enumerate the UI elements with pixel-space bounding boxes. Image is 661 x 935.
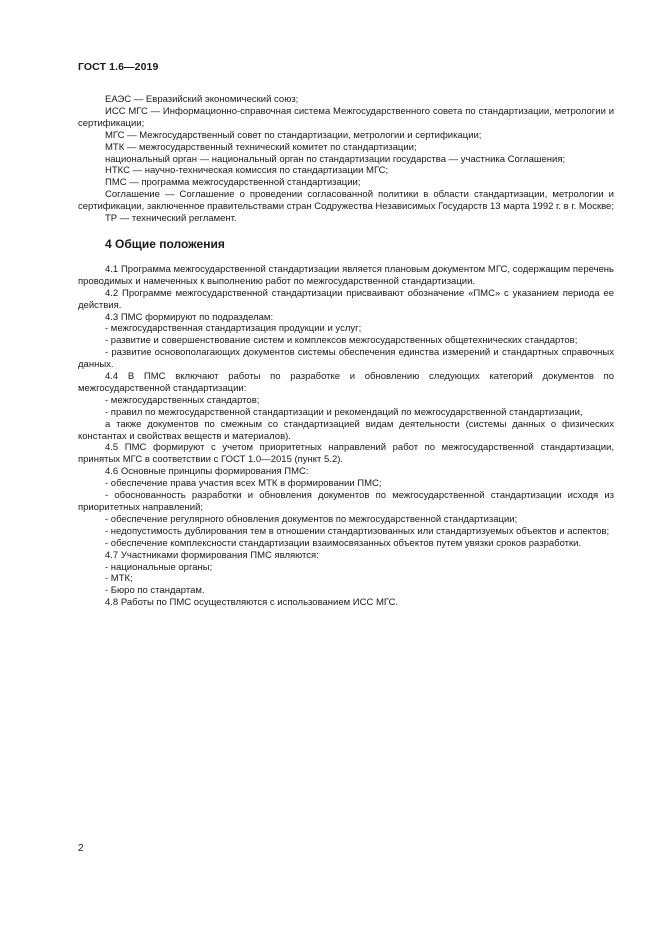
- list-item: - обеспечение права участия всех МТК в формировании ПМС;: [105, 478, 382, 490]
- list-item: - Бюро по стандартам.: [105, 585, 205, 597]
- paragraph: 4.4 В ПМС включают работы по разработке и обновлению следующих категорий документов по межгосударственной стандартизации:: [78, 371, 614, 394]
- list-item: - развитие основополагающих документов системы обеспечения единства измерений и стандартных справочных данных.: [78, 347, 614, 371]
- document-body: [78, 94, 614, 609]
- abbreviation-item: ЕАЭС — Евразийский экономический союз;: [105, 94, 299, 105]
- abbreviation-item: МГС — Межгосударственный совет по стандартизации, метрологии и сертификации;: [105, 129, 482, 141]
- paragraph: 4.1 Программа межгосударственной стандартизации является плановым документом МГС, содержащим перечень проводимых и намеченных к выполнению работ по межгосударственной стандартизации.: [78, 263, 614, 287]
- paragraph: а также документов по смежным со стандартизацией видам деятельности (системы данных о физических константах и свойствах веществ и материалов).: [78, 418, 614, 442]
- list-item: - национальные органы;: [105, 561, 213, 573]
- list-item: - обеспечение комплексности стандартизации взаимосвязанных объектов путем увязки сроков разработки.: [105, 537, 582, 549]
- page-number: 2: [78, 843, 84, 854]
- abbreviation-item: ТР — технический регламент.: [105, 213, 237, 225]
- abbreviation-item: ИСС МГС — Информационно-справочная система Межгосударственного совета по стандартизации, метрологии и сертификации;: [78, 105, 614, 129]
- abbreviation-item: Соглашение — Соглашение о проведении согласованной политики в области стандартизации, метрологии и сертификации, заключенное правительствами стран Содружества Независимых Государств 13 марта 1992 г. в г. Москве;: [78, 189, 614, 213]
- list-item: - обоснованность разработки и обновления документов по межгосударственной стандартизации исходя из приоритетных направлений;: [78, 490, 614, 513]
- list-item: - межгосударственная стандартизация продукции и услуг;: [105, 323, 362, 335]
- paragraph: 4.5 ПМС формируют с учетом приоритетных направлений работ по межгосударственной стандартизации, принятых МГС в соответствии с ГОСТ 1.0—2015 (пункт 5.2).: [78, 442, 614, 466]
- list-item: - МТК;: [105, 573, 133, 585]
- paragraph: 4.7 Участниками формирования ПМС являются:: [105, 549, 319, 561]
- list-item: - правил по межгосударственной стандартизации и рекомендаций по межгосударственной стандартизации,: [105, 406, 583, 418]
- list-item: - развитие и совершенствование систем и комплексов межгосударственных общетехнических стандартов;: [105, 335, 578, 347]
- list-item: - недопустимость дублирования тем в отношении стандартизованных или стандартизуемых объектов и аспектов;: [105, 525, 610, 537]
- list-item: - межгосударственных стандартов;: [105, 394, 260, 406]
- paragraph: 4.6 Основные принципы формирования ПМС:: [105, 466, 309, 478]
- section-paragraphs: [78, 264, 614, 609]
- document-header: ГОСТ 1.6—2019: [78, 61, 159, 73]
- paragraph: 4.8 Работы по ПМС осуществляются с использованием ИСС МГС.: [105, 597, 399, 609]
- section-title: 4 Общие положения: [105, 236, 225, 251]
- abbreviations-list: [78, 94, 614, 225]
- abbreviation-item: национальный орган — национальный орган по стандартизации государства — участника Соглашения;: [105, 153, 566, 165]
- paragraph: 4.2 Программе межгосударственной стандартизации присваивают обозначение «ПМС» с указанием периода ее действия.: [78, 287, 614, 311]
- abbreviation-item: МТК — межгосударственный технический комитет по стандартизации;: [105, 141, 417, 153]
- abbreviation-item: НТКС — научно-техническая комиссия по стандартизации МГС;: [105, 165, 389, 177]
- paragraph: 4.3 ПМС формируют по подразделам:: [105, 311, 274, 323]
- abbreviation-item: ПМС — программа межгосударственной стандартизации;: [105, 177, 361, 189]
- list-item: - обеспечение регулярного обновления документов по межгосударственной стандартизации;: [105, 513, 518, 525]
